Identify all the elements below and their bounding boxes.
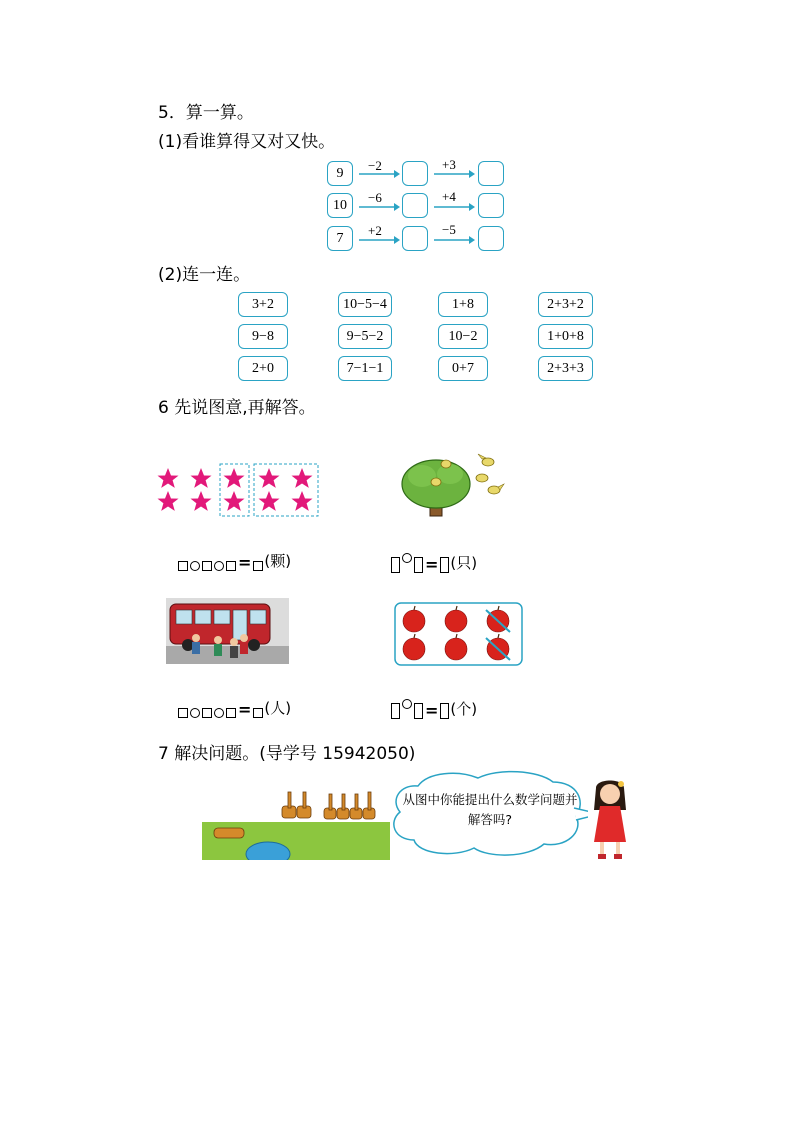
expression-card[interactable]: 10−2 xyxy=(438,324,488,349)
section-6-heading: 6 先说图意,再解答。 xyxy=(158,398,316,418)
answer-square[interactable] xyxy=(202,708,212,718)
operator-circle[interactable] xyxy=(190,708,200,718)
answer-square[interactable] xyxy=(414,557,423,573)
chain-start-box: 10 xyxy=(327,193,353,218)
tree-with-birds-picture xyxy=(400,450,510,522)
answer-square[interactable] xyxy=(391,557,400,573)
chain-start-box: 7 xyxy=(327,226,353,251)
chain-operator: +2 xyxy=(368,223,382,238)
answer-square[interactable] xyxy=(178,561,188,571)
operator-circle[interactable] xyxy=(214,561,224,571)
expression-card[interactable]: 2+3+3 xyxy=(538,356,593,381)
chain-operator: +3 xyxy=(442,157,456,172)
expression-card[interactable]: 10−5−4 xyxy=(338,292,392,317)
expression-card[interactable]: 1+0+8 xyxy=(538,324,593,349)
stars-picture xyxy=(152,460,322,520)
stars-equation: = (颗) xyxy=(177,550,291,571)
expression-card[interactable]: 0+7 xyxy=(438,356,488,381)
answer-square[interactable] xyxy=(440,557,449,573)
arrow-icon xyxy=(432,201,476,213)
chain-operator: −6 xyxy=(368,190,382,205)
answer-box[interactable] xyxy=(402,161,428,186)
operator-circle[interactable] xyxy=(214,708,224,718)
part-2-heading: (2)连一连。 xyxy=(158,265,251,285)
expression-card[interactable]: 7−1−1 xyxy=(338,356,392,381)
unit-label: (个) xyxy=(450,700,478,718)
expression-card[interactable]: 3+2 xyxy=(238,292,288,317)
speech-bubble-text: 从图中你能提出什么数学问题并解答吗? xyxy=(402,792,578,827)
arrow-icon xyxy=(432,168,476,180)
apples-picture xyxy=(394,602,524,666)
answer-square[interactable] xyxy=(253,708,263,718)
unit-label: (颗) xyxy=(264,552,292,570)
operator-circle[interactable] xyxy=(402,553,412,563)
bus-picture xyxy=(166,598,289,664)
answer-square[interactable] xyxy=(414,703,423,719)
birds-equation: = (只) xyxy=(390,552,477,573)
operator-circle[interactable] xyxy=(190,561,200,571)
people-equation: = (人) xyxy=(177,697,291,718)
expression-card[interactable]: 9−5−2 xyxy=(338,324,392,349)
unit-label: (只) xyxy=(450,554,478,572)
expression-card[interactable]: 1+8 xyxy=(438,292,488,317)
answer-square[interactable] xyxy=(202,561,212,571)
answer-square[interactable] xyxy=(226,708,236,718)
apples-equation: = (个) xyxy=(390,698,477,719)
arrow-icon xyxy=(432,234,476,246)
chain-operator: −2 xyxy=(368,158,382,173)
answer-square[interactable] xyxy=(391,703,400,719)
part-1-heading: (1)看谁算得又对又快。 xyxy=(158,132,336,152)
answer-square[interactable] xyxy=(178,708,188,718)
unit-label: (人) xyxy=(264,699,292,717)
answer-box[interactable] xyxy=(402,226,428,251)
expression-card[interactable]: 2+0 xyxy=(238,356,288,381)
chain-operator: +4 xyxy=(442,189,456,204)
answer-box[interactable] xyxy=(478,161,504,186)
answer-box[interactable] xyxy=(402,193,428,218)
answer-square[interactable] xyxy=(440,703,449,719)
chain-operator: −5 xyxy=(442,222,456,237)
expression-card[interactable]: 9−8 xyxy=(238,324,288,349)
answer-box[interactable] xyxy=(478,193,504,218)
section-7-heading: 7 解决问题。(导学号 15942050) xyxy=(158,744,416,764)
answer-square[interactable] xyxy=(226,561,236,571)
chain-start-box: 9 xyxy=(327,161,353,186)
section-5-heading: 5．算一算。 xyxy=(158,103,254,123)
arrow-icon xyxy=(357,201,401,213)
giraffes-picture xyxy=(202,788,390,860)
girl-figure xyxy=(588,776,632,862)
arrow-icon xyxy=(357,234,401,246)
answer-square[interactable] xyxy=(253,561,263,571)
expression-card[interactable]: 2+3+2 xyxy=(538,292,593,317)
operator-circle[interactable] xyxy=(402,699,412,709)
arrow-icon xyxy=(357,168,401,180)
answer-box[interactable] xyxy=(478,226,504,251)
